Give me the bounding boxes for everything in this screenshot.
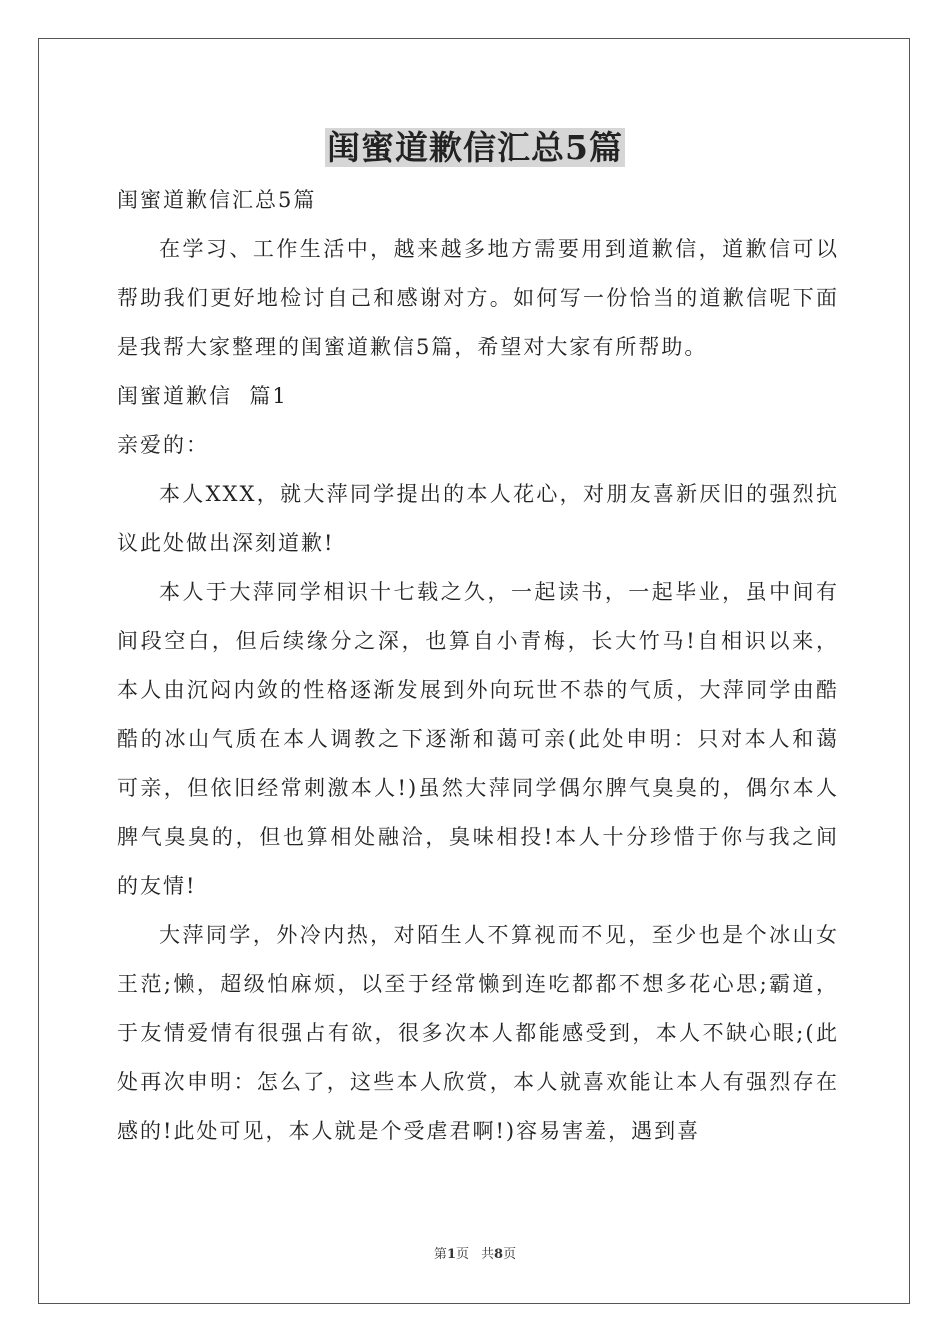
- salutation: 亲爱的：: [117, 433, 209, 457]
- total-suffix: 页: [503, 1247, 517, 1262]
- document-title-text: 闺蜜道歉信汇总5篇: [327, 128, 623, 167]
- section-heading: 闺蜜道歉信 篇1: [117, 384, 288, 408]
- page-suffix: 页: [455, 1247, 469, 1262]
- document-subtitle: 闺蜜道歉信汇总5篇: [117, 188, 317, 212]
- body-paragraph-1: 本人XXX，就大萍同学提出的本人花心，对朋友喜新厌旧的强烈抗议此处做出深刻道歉!: [117, 482, 839, 555]
- document-title: [0, 126, 950, 170]
- page-footer: [0, 1246, 950, 1264]
- total-prefix: 共: [481, 1247, 495, 1262]
- body-paragraph-2: 本人于大萍同学相识十七载之久，一起读书，一起毕业，虽中间有间段空白，但后续缘分之深，也算自小青梅，长大竹马!自相识以来，本人由沉闷内敛的性格逐渐发展到外向玩世不恭的气质，大萍同学由酷酷的冰山气质在本人调教之下逐渐和蔼可亲(此处申明：只对本人和蔼可亲，但依旧经常刺激本人!)虽然大萍同学偶尔脾气臭臭的，偶尔本人脾气臭臭的，但也算相处融洽，臭味相投!本人十分珍惜于你与我之间的友情!: [117, 580, 839, 898]
- body-paragraph-3: 大萍同学，外冷内热，对陌生人不算视而不见，至少也是个冰山女王范;懒，超级怕麻烦，以至于经常懒到连吃都都不想多花心思;霸道，于友情爱情有很强占有欲，很多次本人都能感受到，本人不缺心眼;(此处再次申明：怎么了，这些本人欣赏，本人就喜欢能让本人有强烈存在感的!此处可见，本人就是个受虐君啊!)容易害羞，遇到喜: [117, 923, 839, 1143]
- page-prefix: 第: [433, 1247, 447, 1262]
- document-content: [117, 176, 839, 1156]
- intro-paragraph: 在学习、工作生活中，越来越多地方需要用到道歉信，道歉信可以帮助我们更好地检讨自己和感谢对方。如何写一份恰当的道歉信呢下面是我帮大家整理的闺蜜道歉信5篇，希望对大家有所帮助。: [117, 237, 839, 359]
- page-current: 1: [446, 1247, 456, 1262]
- page-total: 8: [494, 1247, 504, 1262]
